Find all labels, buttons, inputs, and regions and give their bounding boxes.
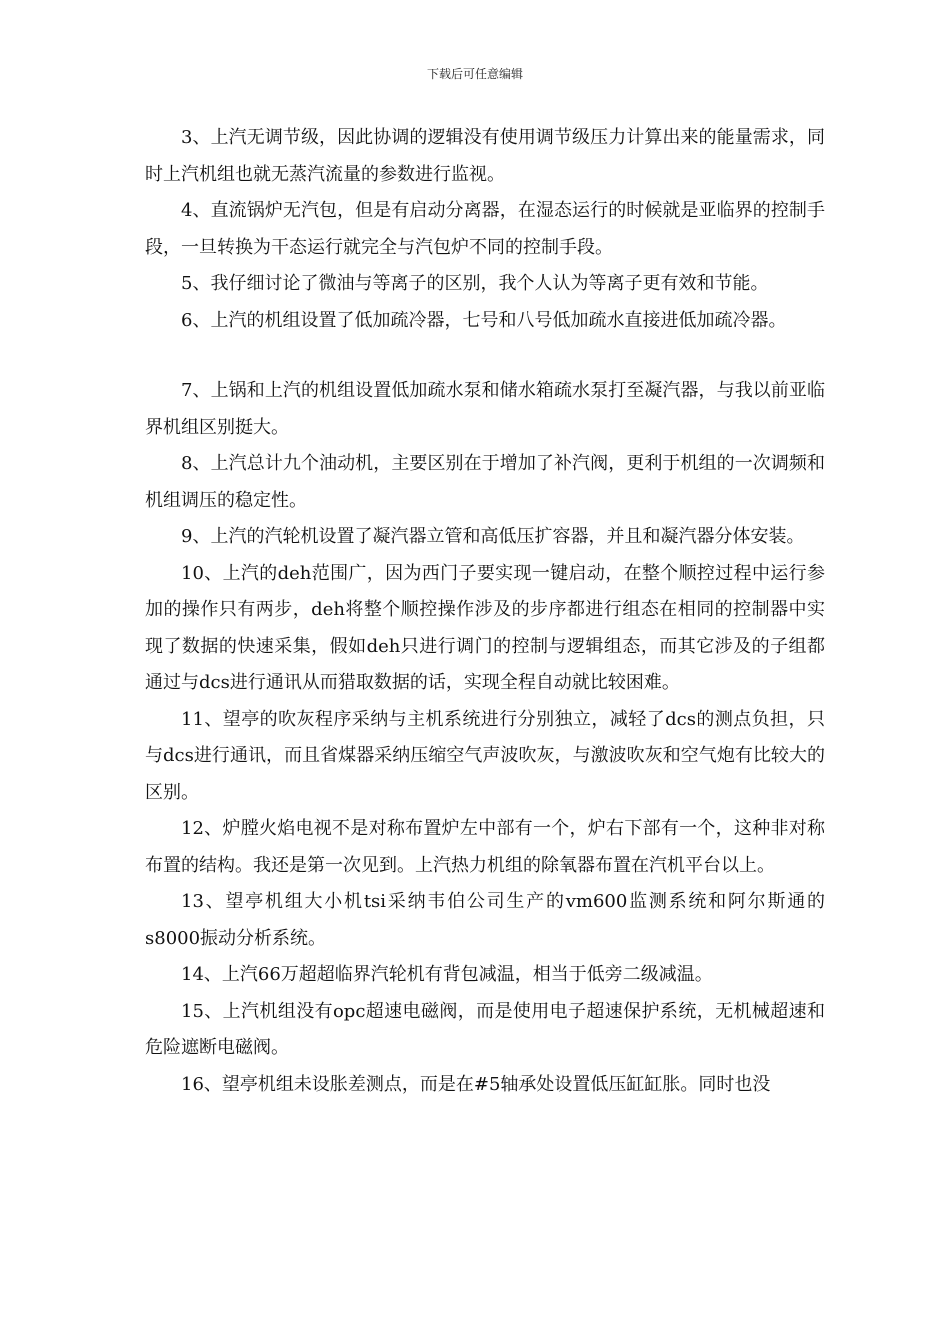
paragraph-item-16: 16、望亭机组未设胀差测点，而是在#5轴承处设置低压缸缸胀。同时也没 xyxy=(181,1073,771,1095)
document-body xyxy=(145,120,825,1103)
paragraph-item-7: 7、上锅和上汽的机组设置低加疏水泵和储水箱疏水泵打至凝汽器，与我以前亚临界机组区别挺大。 xyxy=(145,380,825,438)
paragraph-item-11: 11、望亭的吹灰程序采纳与主机系统进行分别独立，减轻了dcs的测点负担，只与dcs进行通讯，而且省煤器采纳压缩空气声波吹灰，与激波吹灰和空气炮有比较大的区别。 xyxy=(145,708,825,803)
paragraph-item-12: 12、炉膛火焰电视不是对称布置炉左中部有一个，炉右下部有一个，这种非对称布置的结构。我还是第一次见到。上汽热力机组的除氧器布置在汽机平台以上。 xyxy=(145,818,825,876)
paragraph-item-5: 5、我仔细讨论了微油与等离子的区别，我个人认为等离子更有效和节能。 xyxy=(181,273,769,294)
paragraph-item-4: 4、直流锅炉无汽包，但是有启动分离器，在湿态运行的时候就是亚临界的控制手段，一旦转换为干态运行就完全与汽包炉不同的控制手段。 xyxy=(145,200,825,258)
paragraph-item-8: 8、上汽总计九个油动机，主要区别在于增加了补汽阀，更利于机组的一次调频和机组调压的稳定性。 xyxy=(145,453,825,511)
page-header: 下载后可任意编辑 xyxy=(426,67,523,81)
paragraph-item-6: 6、上汽的机组设置了低加疏冷器，七号和八号低加疏水直接进低加疏冷器。 xyxy=(181,309,787,331)
paragraph-item-3: 3、上汽无调节级，因此协调的逻辑没有使用调节级压力计算出来的能量需求，同时上汽机组也就无蒸汽流量的参数进行监视。 xyxy=(145,127,825,185)
paragraph-item-15: 15、上汽机组没有opc超速电磁阀，而是使用电子超速保护系统，无机械超速和危险遮断电磁阀。 xyxy=(145,1000,825,1058)
paragraph-item-14: 14、上汽66万超超临界汽轮机有背包减温，相当于低旁二级减温。 xyxy=(181,964,713,985)
paragraph-item-9: 9、上汽的汽轮机设置了凝汽器立管和高低压扩容器，并且和凝汽器分体安装。 xyxy=(181,526,805,547)
paragraph-item-10: 10、上汽的deh范围广，因为西门子要实现一键启动，在整个顺控过程中运行参加的操作只有两步，deh将整个顺控操作涉及的步序都进行组态在相同的控制器中实现了数据的快速采集，假如deh只进行调门的控制与逻辑组态，而其它涉及的子组都通过与dcs进行通讯从而猎取数据的话，实现全程自动就比较困难。 xyxy=(145,562,825,693)
paragraph-item-13: 13、望亭机组大小机tsi采纳韦伯公司生产的vm600监测系统和阿尔斯通的s8000振动分析系统。 xyxy=(145,891,825,949)
